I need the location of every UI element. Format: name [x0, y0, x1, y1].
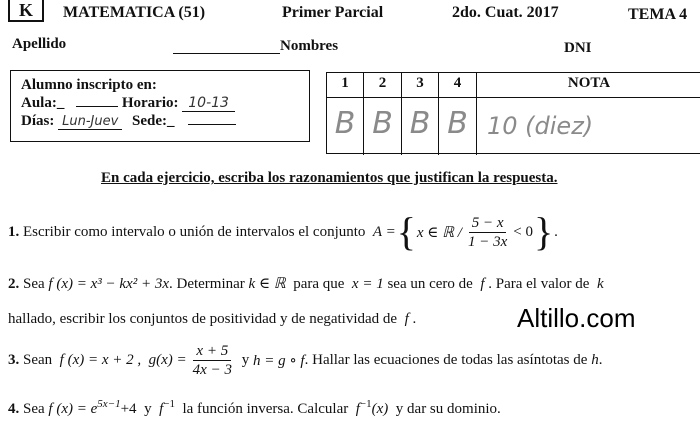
problem-2-line-1 [8, 274, 604, 293]
problem-2-f2: f [404, 311, 409, 327]
problem-4-finvx-arg: (x) [371, 401, 389, 417]
problem-1-fraction [465, 214, 510, 251]
problem-1-text: Escribir como intervalo o unión de intervalos el conjunto [23, 223, 366, 240]
problem-1-frac-num: 5 − x [469, 214, 507, 233]
problem-4-t1: Sea [23, 401, 45, 417]
instruction-text: En cada ejercicio, escriba los razonamientos que justifican la respuesta. [101, 170, 558, 186]
apellido-label: Apellido [12, 36, 67, 52]
problem-2-t3: para que [293, 276, 345, 292]
problem-4-t2: y [144, 401, 152, 417]
problem-3-t3: . Hallar las ecuaciones de todas las asíntotas de [304, 352, 588, 368]
problem-4-func: f (x) = e [48, 401, 98, 417]
grade-value-2: B [372, 106, 393, 141]
course-title: MATEMATICA (51) [63, 4, 206, 21]
problem-4-finv-sup: −1 [163, 398, 175, 410]
problem-2-t4: sea un cero de [387, 276, 473, 292]
problem-3 [8, 342, 602, 379]
problem-3-frac-num: x + 5 [193, 342, 231, 361]
horario-value: 10-13 [182, 95, 235, 112]
problem-2-line2-text: hallado, escribir los conjuntos de positividad y de negatividad de [8, 311, 398, 327]
grade-header-3: 3 [416, 75, 424, 91]
tema-letter: K [18, 0, 33, 20]
problem-4-t4: y dar su dominio. [395, 401, 501, 417]
problem-4-plus: +4 [120, 401, 137, 417]
problem-3-t1: Sean [23, 352, 53, 368]
grades-table [326, 72, 700, 154]
problem-2-f: f [480, 276, 485, 292]
problem-2-func: f (x) = x³ − kx² + 3x [48, 276, 169, 292]
dni-label: DNI [564, 40, 592, 56]
grade-value-3: B [409, 106, 431, 141]
problem-2-t2: . Determinar [168, 276, 245, 292]
problem-1-end: . [554, 223, 558, 240]
problem-4-finv: f [159, 401, 164, 417]
left-brace: { [396, 209, 416, 254]
problem-1-set-lhs: A = [372, 223, 396, 240]
problem-4-finvx-sup: −1 [359, 398, 372, 410]
right-brace: } [533, 209, 554, 254]
problem-2-line-2 [8, 311, 416, 328]
problem-2-k-in: k ∈ ℝ [248, 276, 286, 292]
sede-blank[interactable] [188, 112, 236, 125]
problem-4-exp: 5x−1 [97, 398, 121, 410]
problem-2-x-eq: x = 1 [351, 276, 384, 292]
grade-header-4: 4 [453, 75, 462, 91]
tema-letter-box [8, 0, 44, 22]
watermark-logo: Altillo.com [517, 303, 636, 333]
problem-2-number: 2. [8, 276, 20, 292]
grade-value-1: B [334, 106, 356, 141]
grade-header-nota: NOTA [567, 75, 611, 91]
problem-1-set-elem: x ∈ ℝ / [416, 224, 462, 241]
problem-4-finvx: f [355, 401, 360, 417]
dias-label: Días: [21, 113, 55, 129]
grade-value-nota: 10 (diez) [487, 112, 594, 140]
aula-blank[interactable] [76, 94, 118, 107]
exam-period: 2do. Cuat. 2017 [452, 4, 559, 21]
dias-value: Lun-Juev [58, 114, 122, 130]
problem-3-end: . [598, 352, 603, 368]
problem-2-t1: Sea [23, 276, 45, 292]
problem-1 [8, 209, 558, 254]
sede-label: Sede:_ [132, 113, 175, 129]
problem-2-k: k [596, 276, 604, 292]
problem-3-t2: y [241, 352, 250, 368]
problem-3-h: h [591, 352, 599, 368]
problem-2-t5: . Para el valor de [488, 276, 590, 292]
aula-label: Aula:_ [21, 95, 65, 111]
dias-row [21, 112, 309, 131]
exam-name: Primer Parcial [282, 4, 384, 21]
problem-3-h-def: h = g ∘ f [252, 353, 305, 369]
problem-4-number: 4. [8, 401, 20, 417]
tema-number: TEMA 4 [628, 6, 688, 23]
enrollment-box [10, 70, 310, 142]
apellido-line[interactable] [173, 53, 280, 54]
problem-3-f-def: f (x) = x + 2 , [59, 352, 142, 368]
problem-4-t3: la función inversa. Calcular [182, 401, 349, 417]
grade-header-2: 2 [378, 75, 387, 91]
enrollment-title: Alumno inscripto en: [21, 77, 157, 93]
problem-1-frac-den: 1 − 3x [467, 233, 508, 250]
aula-row [21, 94, 309, 112]
problem-3-g-lhs: g(x) = [148, 352, 187, 368]
problem-1-number: 1. [8, 223, 20, 240]
problem-3-frac-den: 4x − 3 [192, 362, 232, 378]
grade-header-1: 1 [341, 75, 349, 91]
nombres-label: Nombres [280, 38, 339, 54]
problem-3-fraction [190, 342, 235, 379]
problem-1-condition: < 0 [513, 223, 533, 240]
horario-label: Horario: [121, 95, 179, 111]
problem-2-end: . [412, 311, 417, 327]
grade-value-4: B [447, 106, 468, 141]
problem-3-number: 3. [8, 352, 20, 368]
problem-4 [8, 398, 501, 418]
